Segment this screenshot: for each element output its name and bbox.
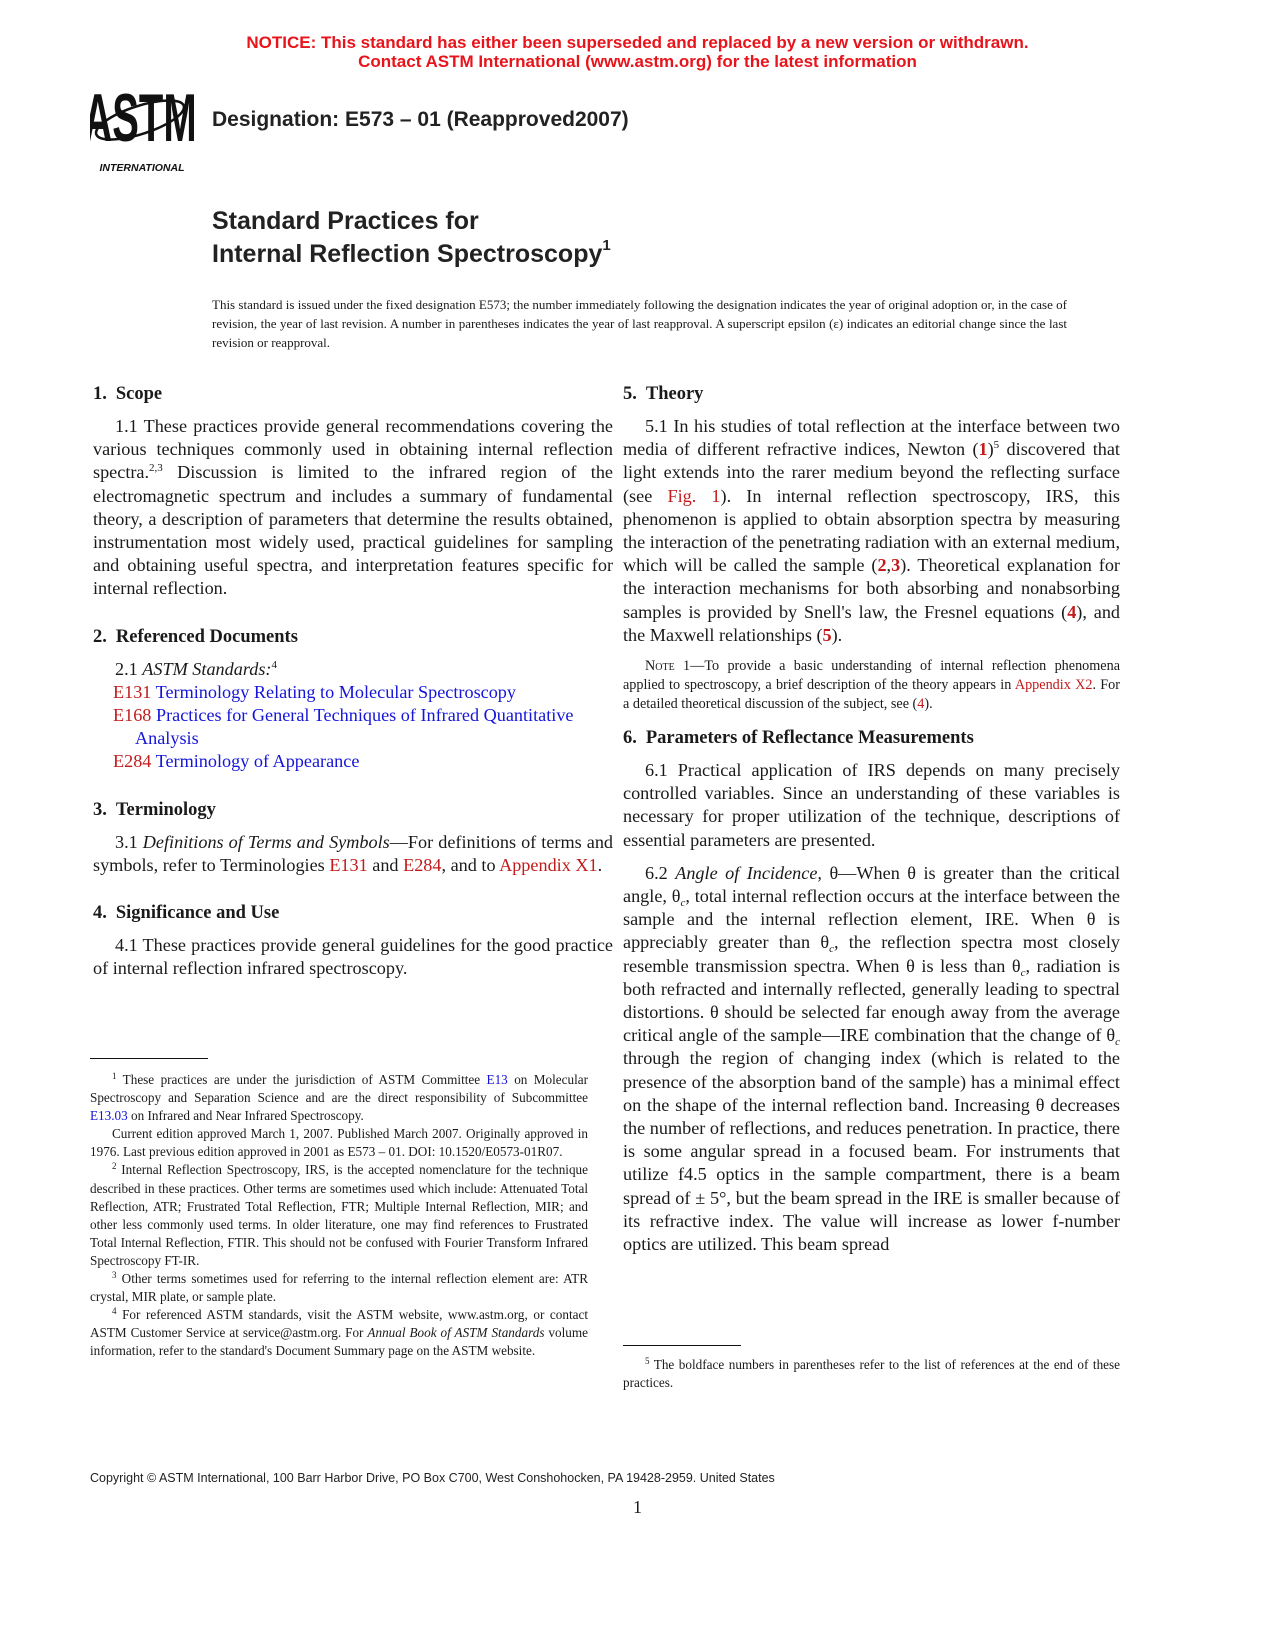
section-parameters: [623, 726, 1120, 1256]
section-heading: 3. Terminology: [93, 799, 216, 820]
footnote-divider: [623, 1345, 741, 1346]
link-appendix-x2[interactable]: Appendix X2: [1014, 677, 1093, 694]
title-footnote-ref[interactable]: 1: [602, 237, 611, 254]
section-heading: 2. Referenced Documents: [93, 626, 298, 647]
link-fig-1[interactable]: Fig. 1: [667, 485, 721, 506]
svg-text:ASTM: ASTM: [90, 80, 195, 156]
section-scope: [93, 382, 613, 601]
ref-1-link[interactable]: 1: [978, 439, 988, 460]
left-column: [93, 382, 613, 990]
section-referenced-documents: [93, 625, 613, 774]
notice-line-2: Contact ASTM International (www.astm.org) for the latest information: [358, 52, 917, 71]
section-heading: 5. Theory: [623, 384, 704, 404]
footnote-1: $^1$ These practices are under the jurisdiction of ASTM Committee E13 on Molecular Spectroscopy and Separation Science and are the direct responsibility of Subcommittee E13.03 on Infrared and Near Infrared Spectroscopy.: [90, 1071, 588, 1124]
reference-link-e168[interactable]: E168 Practices for General Techniques of Infrared Quantitative Analysis: [113, 705, 574, 749]
issuance-note: This standard is issued under the fixed designation E573; the number immediately following the designation indicates the year of original adoption or, in the case of revision, the year of last revision. A number in parentheses indicates the year of last reapproval. A superscript epsilon (ε) indicates an editorial change since the last revision or reapproval.: [212, 297, 1067, 350]
page-number: 1: [633, 1497, 642, 1517]
title-line-1: Standard Practices for: [212, 207, 479, 235]
supersede-notice: [0, 33, 1275, 71]
ref-2-link[interactable]: 2: [877, 555, 887, 576]
designation: Designation: E573 – 01 (Reapproved2007): [212, 108, 629, 131]
section-heading: 4. Significance and Use: [93, 903, 280, 924]
footnote-ref-2-3[interactable]: 2,3: [149, 462, 163, 475]
paragraph-6-2: 6.2 Angle of Incidence, θ—When θ is greater than the critical angle, $\theta_c$, total internal reflection occurs at the interface between the sample and the internal reflection element, IRE. When θ is appreciably greater than $\theta_c$, the reflection spectra most closely resemble transmission spectra. When θ is less than $\theta_c$, radiation is both refracted and internally reflected, generally leading to spectral distortions. θ should be selected far enough away from the average critical angle of the sample—IRE combination that the change of $\theta_c$ through the region of changing index (which is related to the presence of the absorption band of the sample) has a minimal effect on the shape of the internal reflection band. Increasing θ decreases the number of reflections, and reduces penetration. In practice, there is some angular spread in a focused beam. For instruments that utilize f4.5 optics in the sample compartment, there is a beam spread of ± 5°, but the beam spread in the IRE is smaller because of its refractive index. The value will increase as lower f-number optics are utilized. This beam spread: [623, 862, 1120, 1255]
paragraph-1-1: 1.1 These practices provide general recommendations covering the various techniques commonly used in obtaining internal reflection spectra.$^{2,3}$ Discussion is limited to the infrared region of the electromagnetic spectrum and includes a summary of fundamental theory, a description of parameters that determine the results obtained, instrumentation most widely used, practical guidelines for sampling and obtaining useful spectra, and interpretation features specific for internal reflection.: [93, 416, 613, 599]
link-appendix-x1[interactable]: Appendix X1: [499, 854, 598, 875]
astm-logo-icon: [90, 80, 195, 175]
link-e284[interactable]: E284: [403, 854, 442, 875]
paragraph-4-1: 4.1 These practices provide general guidelines for the good practice of internal reflection infrared spectroscopy.: [93, 935, 613, 979]
footnotes-right: [623, 1356, 1120, 1392]
footnote-ref-4[interactable]: 4: [271, 658, 277, 671]
title-line-2: Internal Reflection Spectroscopy$^1$: [212, 237, 611, 268]
link-e131[interactable]: E131: [329, 854, 368, 875]
notice-line-1: NOTICE: This standard has either been superseded and replaced by a new version or withdrawn.: [246, 33, 1029, 52]
right-column: [623, 382, 1120, 1266]
referenced-standards-list: [93, 681, 613, 774]
paragraph-3-1: 3.1 Definitions of Terms and Symbols—For definitions of terms and symbols, refer to Terminologies E131 and E284, and to Appendix X1.: [93, 831, 614, 875]
link-subcommittee-e13-03[interactable]: E13.03: [90, 1108, 128, 1124]
link-committee-e13[interactable]: E13: [486, 1072, 508, 1087]
reference-link-e131[interactable]: E131 Terminology Relating to Molecular Spectroscopy: [113, 681, 516, 702]
ref-4-link[interactable]: 4: [1067, 601, 1077, 622]
copyright-line: Copyright © ASTM International, 100 Barr Harbor Drive, PO Box C700, West Conshohocken, PA 19428-2959. United States: [90, 1471, 775, 1485]
paragraph-6-1: 6.1 Practical application of IRS depends on many precisely controlled variables. Since an understanding of these variables is necessary for proper utilization of the technique, descriptions of essential parameters are presented.: [623, 760, 1120, 850]
ref-5-link[interactable]: 5: [822, 624, 832, 645]
document-title: [212, 205, 611, 271]
ref-4-link[interactable]: 4: [917, 696, 925, 713]
footnote-2: $^2$ Internal Reflection Spectroscopy, IRS, is the accepted nomenclature for the technique described in these practices. Other terms are sometimes used which include: Attenuated Total Reflection, ATR; Frustrated Total Reflection, FTR; Multiple Internal Reflection, MIR; and other less commonly used terms. In older literature, one may find references to Frustrated Total Internal Reflection, FTIR. This should not be confused with Fourier Transform Infrared Spectroscopy FT-IR.: [90, 1161, 588, 1268]
section-terminology: [93, 798, 613, 877]
footnote-ref-5[interactable]: 5: [993, 439, 1000, 452]
edition-note: Current edition approved March 1, 2007. Published March 2007. Originally approved in 1976. Last previous edition approved in 2001 as E573 – 01. DOI: 10.1520/E0573-01R07.: [90, 1126, 588, 1160]
reference-link-e284[interactable]: E284 Terminology of Appearance: [113, 751, 360, 772]
section-heading: 1. Scope: [93, 384, 163, 404]
section-heading: 6. Parameters of Reflectance Measurements: [623, 728, 974, 749]
footnote-3: $^3$ Other terms sometimes used for referring to the internal reflection element are: ATR crystal, MIR plate, or sample plate.: [90, 1270, 588, 1305]
footnotes-left: [90, 1071, 588, 1361]
paragraph-5-1: 5.1 In his studies of total reflection at the interface between two media of different refractive indices, Newton $(1)^5$ discovered that light extends into the rarer medium beyond the reflecting surface (see Fig. 1). In internal reflection spectroscopy, IRS, this phenomenon is applied to obtain absorption spectra by measuring the interaction of the penetrating radiation with an external medium, which will be called the sample (2,3). Theoretical explanation for the interaction mechanisms for both absorbing and nonabsorbing samples is provided by Snell's law, the Fresnel equations (4), and the Maxwell relationships (5).: [623, 416, 1121, 645]
section-theory: [623, 382, 1120, 714]
paragraph-2-1: 2.1 ASTM Standards:$^4$: [115, 658, 277, 679]
note-1: Note 1—To provide a basic understanding of internal reflection phenomena applied to spectroscopy, a brief description of the theory appears in Appendix X2. For a detailed theoretical discussion of the subject, see (4).: [623, 658, 1120, 713]
section-significance: [93, 901, 613, 980]
footnote-divider: [90, 1058, 208, 1059]
ref-3-link[interactable]: 3: [891, 555, 901, 576]
svg-text:INTERNATIONAL: INTERNATIONAL: [99, 162, 185, 174]
footnote-5: $^5$ The boldface numbers in parentheses refer to the list of references at the end of these practices.: [623, 1356, 1120, 1391]
footnote-4: $^4$ For referenced ASTM standards, visit the ASTM website, www.astm.org, or contact ASTM Customer Service at service@astm.org. For Annual Book of ASTM Standards volume information, refer to the standard's Document Summary page on the ASTM website.: [90, 1306, 588, 1359]
